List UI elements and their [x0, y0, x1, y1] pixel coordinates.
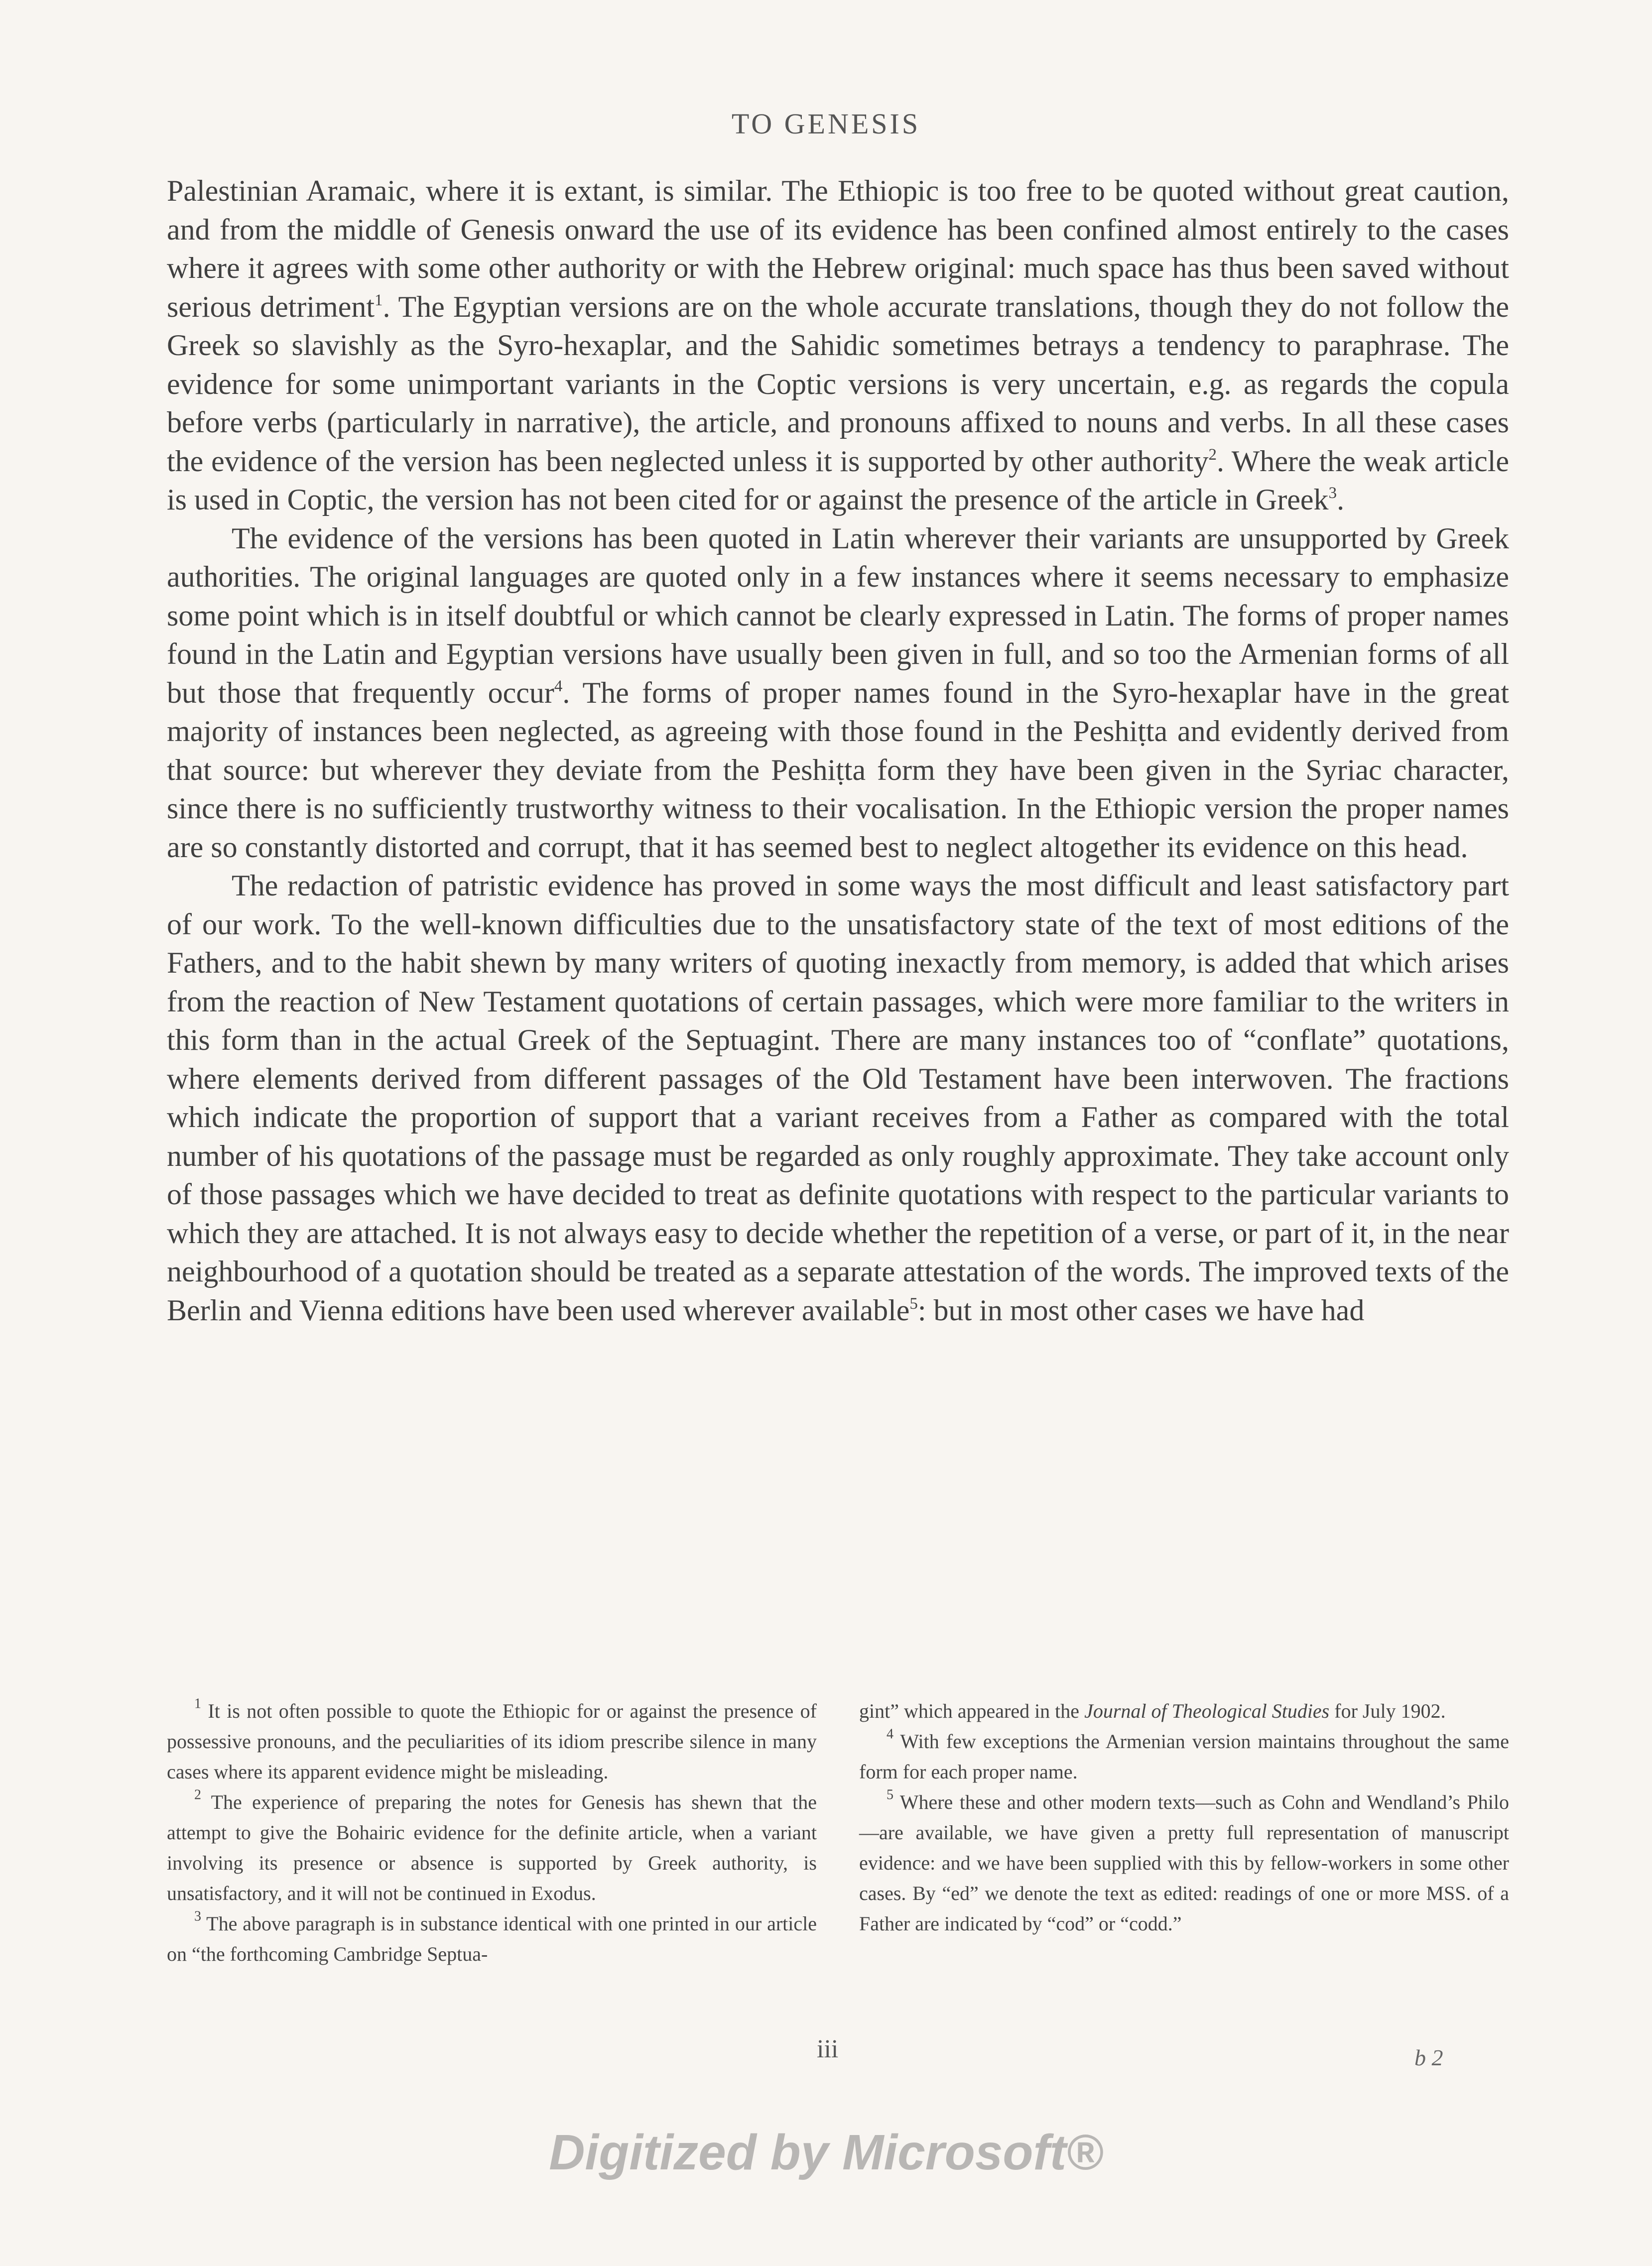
footnotes-right-column [859, 1696, 1509, 1969]
text: The redaction of patristic evidence has proved in some ways the most difficult and least satisfactory part of our work. To the well-known difficulties due to the unsatisfactory state of the text of most editions of the Fathers, and to the habit shewn by many writers of quoting inexactly from memory, is added that which arises from the reaction of New Testament quotations of certain passages, which were more familiar to the writers in this form than in the actual Greek of the Septuagint. There are many instances too of “conflate” quotations, where elements derived from different passages of the Old Testament have been interwoven. The fractions which indicate the proportion of support that a variant receives from a Father as compared with the total number of his quotations of the passage must be regarded as only roughly approximate. They take account only of those passages which we have decided to treat as definite quotations with respect to the particular variants to which they are attached. It is not always easy to decide whether the repetition of a verse, or part of it, in the near neighbourhood of a quotation should be treated as a separate attestation of the words. The improved texts of the Berlin and Vienna editions have been used wherever available [167, 869, 1509, 1327]
footnote-1 [167, 1696, 817, 1787]
footnote-ref-1[interactable]: 1 [375, 291, 383, 309]
footnote-ref-3[interactable]: 3 [1328, 484, 1337, 502]
signature-mark: b 2 [1414, 2045, 1443, 2070]
footnote-mark: 2 [194, 1787, 201, 1803]
paragraph-2 [167, 519, 1509, 867]
footnote-text: With few exceptions the Armenian version maintains throughout the same form for each proper name. [859, 1730, 1509, 1783]
footnote-ref-4[interactable]: 4 [554, 677, 563, 695]
digitized-watermark: Digitized by Microsoft® [549, 2125, 1103, 2180]
footnote-mark: 1 [194, 1696, 201, 1712]
footnotes-left-column [167, 1696, 817, 1969]
page-number: iii [817, 2035, 839, 2063]
footnote-2 [167, 1787, 817, 1908]
main-text [167, 172, 1509, 1330]
footnote-text: gint” which appeared in the [859, 1700, 1085, 1722]
text: . [1337, 483, 1345, 516]
footnote-ref-5[interactable]: 5 [909, 1294, 918, 1313]
footnote-text: The above paragraph is in substance identical with one printed in our article on “the forthcoming Cambridge Septua- [167, 1912, 817, 1965]
running-head: TO GENESIS [731, 108, 921, 140]
footnote-3-continued [859, 1696, 1509, 1726]
paragraph-3 [167, 867, 1509, 1330]
footnote-5 [859, 1787, 1509, 1939]
text: : but in most other cases we have had [917, 1293, 1365, 1327]
footnote-text: The experience of preparing the notes for Genesis has shewn that the attempt to give the Bohairic evidence for the definite article, when a variant involving its presence or absence is supported by Greek authority, is unsatisfactory, and it will not be continued in Exodus. [167, 1791, 817, 1904]
footnote-text: It is not often possible to quote the Ethiopic for or against the presence of possessive pronouns, and the peculiarities of its idiom prescribe silence in many cases where its apparent evidence might be misleading. [167, 1700, 817, 1783]
footnote-3 [167, 1908, 817, 1969]
footnotes [167, 1696, 1509, 1969]
paragraph-1 [167, 172, 1509, 519]
footnote-mark: 3 [194, 1908, 201, 1924]
text: . The forms of proper names found in the Syro-hexaplar have in the great majority of instances been neglected, as agreeing with those found in the Peshiṭta and evidently derived from that source: but wherever they deviate from the Peshiṭta form they have been given in the Syriac character, since there is no sufficiently trustworthy witness to their vocalisation. In the Ethiopic version the proper names are so constantly distorted and corrupt, that it has seemed best to neglect altogether its evidence on this head. [167, 676, 1509, 864]
footnote-mark: 4 [887, 1726, 893, 1742]
footnote-4 [859, 1726, 1509, 1787]
text: The evidence of the versions has been quoted in Latin wherever their variants are unsupported by Greek authorities. The original languages are quoted only in a few instances where it seems necessary to emphasize some point which is in itself doubtful or which cannot be clearly expressed in Latin. The forms of proper names found in the Latin and Egyptian versions have usually been given in full, and so too the Armenian forms of all but those that frequently occur [167, 521, 1509, 709]
footnote-ref-2[interactable]: 2 [1208, 445, 1217, 464]
journal-title: Journal of Theological Studies [1084, 1700, 1330, 1722]
footnote-text: for July 1902. [1329, 1700, 1446, 1722]
text: Palestinian Aramaic, where it is extant, is similar. The Ethiopic is too free to be quoted without great caution, and from the middle of Genesis onward the use of its evidence has been confined almost entirely to the cases where it agrees with some other authority or with the Hebrew original: much space has thus been saved without serious detriment [167, 174, 1509, 323]
footnote-text: Where these and other modern texts—such as Cohn and Wendland’s Philo—are available, we have given a pretty full representation of manuscript evidence: and we have been supplied with this by fellow-workers in some other cases. By “ed” we denote the text as edited: readings of one or more MSS. of a Father are indicated by “cod” or “codd.” [859, 1791, 1510, 1935]
text: . The Egyptian versions are on the whole accurate translations, though they do not follow the Greek so slavishly as the Syro-hexaplar, and the Sahidic sometimes betrays a tendency to paraphrase. The evidence for some unimportant variants in the Coptic versions is very uncertain, e.g. as regards the copula before verbs (particularly in narrative), the article, and pronouns affixed to nouns and verbs. In all these cases the evidence of the version has been neglected unless it is supported by other authority [167, 290, 1509, 478]
text: . Where the weak article is used in Coptic, the version has not been cited for or against the presence of the article in Greek [167, 444, 1509, 516]
footnote-mark: 5 [887, 1787, 893, 1803]
